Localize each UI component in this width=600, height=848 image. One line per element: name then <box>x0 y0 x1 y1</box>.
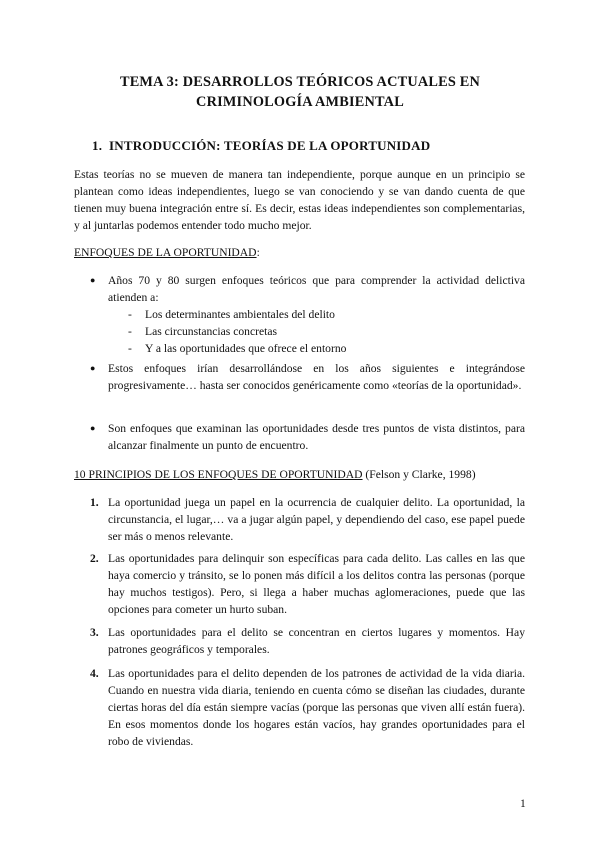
list-item <box>74 360 525 394</box>
numbered-item <box>74 665 525 750</box>
sub-list <box>128 306 525 357</box>
title-line-1: TEMA 3: DESARROLLOS TEÓRICOS ACTUALES EN <box>119 74 481 90</box>
principios-citation: (Felson y Clarke, 1998) <box>362 468 476 481</box>
section-number: 1. <box>92 138 103 153</box>
numbered-item-text: Las oportunidades para el delito se concentran en ciertos lugares y momentos. Hay patrones geográficos y temporales. <box>108 626 525 656</box>
section-title: INTRODUCCIÓN: TEORÍAS DE LA OPORTUNIDAD <box>109 138 431 153</box>
list-item <box>74 272 525 357</box>
item-number: 1. <box>90 496 99 509</box>
bullet-icon: ● <box>90 275 96 285</box>
numbered-item-text: Las oportunidades para delinquir son específicas para cada delito. Las calles en las que haya comercio y tránsito, se lo ponen más difícil a los delitos contra las personas (porque hay muchos testigos). Pero, si llega a haber muchas aglomeraciones, puede que las opciones para cometer un hurto suban. <box>108 552 525 616</box>
list-item-text: Son enfoques que examinan las oportunidades desde tres puntos de vista distintos, para alcanzar finalmente un punto de encuentro. <box>108 422 525 452</box>
sub-list-item: - Y a las oportunidades que ofrece el entorno <box>128 342 347 355</box>
list-item-text: Años 70 y 80 surgen enfoques teóricos que para comprender la actividad delictiva atienden a: <box>108 274 525 304</box>
numbered-item <box>74 494 525 545</box>
enfoques-heading-suffix: : <box>256 246 260 259</box>
sub-list-item: - Las circunstancias concretas <box>128 325 277 338</box>
document-title <box>60 73 540 112</box>
dash-icon: - <box>128 325 132 338</box>
item-number: 3. <box>90 626 99 639</box>
item-number: 2. <box>90 552 99 565</box>
enfoques-heading-text: ENFOQUES DE LA OPORTUNIDAD <box>74 246 257 259</box>
numbered-item <box>74 550 525 618</box>
numbered-item-text: Las oportunidades para el delito dependen de los patrones de actividad de la vida diaria. Cuando en nuestra vida diaria, teniendo en cuenta cómo se diseñan las ciudades, durante ciertas horas del día están siempre vacías (porque las personas que viven allí están fuera). En esos momentos donde los hogares están vacíos, hay grandes oportunidades para el robo de viviendas. <box>108 667 525 748</box>
bullet-icon: ● <box>90 363 96 373</box>
numbered-item-text: La oportunidad juega un papel en la ocurrencia de cualquier delito. La oportunidad, la circunstancia, el lugar,… va a jugar algún papel, y dependiendo del caso, ese papel puede ser más o menos relevante. <box>108 496 525 543</box>
title-line-2: CRIMINOLOGÍA AMBIENTAL <box>196 93 404 110</box>
dash-icon: - <box>128 308 132 321</box>
enfoques-heading <box>74 244 260 261</box>
section-heading <box>92 138 430 154</box>
intro-paragraph: Estas teorías no se mueven de manera tan independiente, porque aunque en un principio se plantean como ideas independientes, luego se van conociendo y se van dando cuenta de que tienen muy buena integración entre sí. Es decir, estas ideas independientes son complementarias, y al juntarlas podemos entender todo mucho mejor. <box>74 168 525 232</box>
principios-heading-text: 10 PRINCIPIOS DE LOS ENFOQUES DE OPORTUNIDAD <box>74 468 363 481</box>
page-number: 1 <box>520 797 526 810</box>
numbered-item <box>74 624 525 658</box>
principios-heading <box>74 466 476 483</box>
sub-list-item: - Los determinantes ambientales del delito <box>128 308 335 321</box>
bullet-icon: ● <box>90 423 96 433</box>
dash-icon: - <box>128 342 132 355</box>
item-number: 4. <box>90 667 99 680</box>
list-item-text: Estos enfoques irían desarrollándose en los años siguientes e integrándose progresivamente… hasta ser conocidos genéricamente como «teorías de la oportunidad». <box>108 362 525 392</box>
list-item <box>74 420 525 454</box>
